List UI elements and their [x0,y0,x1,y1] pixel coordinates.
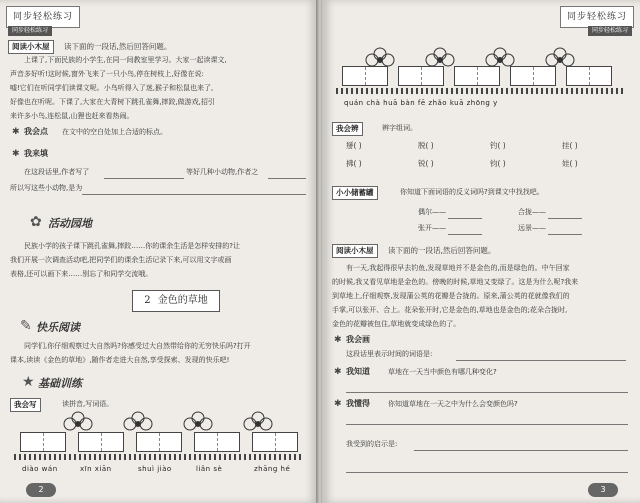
lesson-title: 金色的草地 [157,295,208,306]
happy-line: 课本,读读《金色的草地》,随作者走进大自然,享受探索、发现的快乐吧! [10,356,230,364]
pinyin-label: diào wán [22,465,58,473]
passage-line: 的时候,我又看见草地是金色的。傍晚的时候,草地又变绿了。这是为什么呢?我来 [332,278,579,286]
writing-grid[interactable] [136,432,182,452]
answer-blank[interactable] [346,392,628,393]
grass-decoration [14,454,304,460]
question-label: 我会画 [346,335,370,344]
antonym-label: 小小储蓄罐 [332,186,378,200]
page-number: 3 [588,483,618,497]
section-title: 快乐阅读 [36,321,80,334]
right-page [322,0,640,503]
lightbulb-icon: ✿ [30,214,42,230]
write-instruction: 读拼音,写词语。 [62,400,114,408]
page-header: 同步轻松练习 [6,6,80,28]
writing-grid[interactable] [252,432,298,452]
answer-blank[interactable] [548,234,582,235]
reading-instruction: 读下面的一段话,然后回答问题。 [64,42,172,51]
word-pair[interactable]: 拂( ) [346,159,362,168]
pinyin-label: xīn xiān [80,465,112,473]
page-header-tab: 同步轻松练习 [8,26,52,36]
page-header-tab: 同步轻松练习 [588,26,632,36]
star-icon: ✱ [334,399,342,409]
answer-blank[interactable] [346,472,628,473]
passage-line: 来许多小鸟,连松鼠,山狸也赶来看热闹。 [10,112,134,120]
lesson-title-box [132,290,220,312]
pinyin-label: shuì jiào [138,465,172,473]
star-icon: ✱ [12,127,20,137]
answer-blank[interactable] [448,218,482,219]
passage-line: 好像也在听呢。下课了,大家在大青树下跳孔雀舞,摔跤,做游戏,招引 [10,98,215,106]
reading-icon: ✎ [20,318,32,334]
passage-line: 金色的花瓣被包住,草地就变成绿色的了。 [332,320,461,328]
question-text: 等好几种小动物,作者之 [186,168,259,176]
answer-blank[interactable] [268,178,306,179]
star-icon: ✱ [334,367,342,377]
word-pair[interactable]: 娃( ) [562,159,578,168]
question-label: 我懂得 [346,399,370,408]
writing-grid[interactable] [398,66,444,86]
activity-line: 民族小学的孩子课下跳孔雀舞,摔跤……你的课余生活是怎样安排的?让 [24,242,240,250]
writing-grid[interactable] [20,432,66,452]
page-header: 同步轻松练习 [560,6,634,28]
writing-grid[interactable] [78,432,124,452]
question-text: 在这段话里,作者写了 [24,168,90,176]
pinyin-label: zhāng hé [254,465,291,473]
reading-box-label: 阅读小木屋 [332,244,378,258]
word-pair[interactable]: 钧( ) [490,159,506,168]
writing-grid[interactable] [342,66,388,86]
answer-blank[interactable] [448,234,482,235]
answer-blank[interactable] [414,450,628,451]
answer-blank[interactable] [456,360,626,361]
question-text: 你知道草地在一天之中为什么会变颜色吗? [388,400,518,408]
writing-grid[interactable] [566,66,612,86]
question-label: 我会点 [24,127,48,136]
answer-blank[interactable] [104,178,184,179]
question-text: 我受到的启示是: [346,440,398,448]
word-pair[interactable]: 脱( ) [418,141,434,150]
section-title: 基础训练 [38,377,82,390]
question-text: 所以写这些小动物,是为 [10,184,83,192]
lesson-number: 2 [144,295,151,306]
passage-line: 手掌,可以张开、合上。花朵张开时,它是金色的,草地也是金色的;花朵合拢时, [332,306,568,314]
antonym-instruction: 你知道下面词语的反义词吗?到课文中找找吧。 [400,188,544,196]
question-text: 这段话里表示时间的词语是: [346,350,433,358]
word-pair[interactable]: 钓( ) [490,141,506,150]
answer-blank[interactable] [346,424,628,425]
passage-line: 声音多好听!这时候,窗外飞来了一只小鸟,停在树枝上,好像在说: [10,70,204,78]
star-icon: ✱ [334,335,342,345]
reading-box-label: 阅读小木屋 [8,40,54,54]
passage-line: 嘘!它们在听同学们读课文呢。小鸟听得入了迷,猴子和松鼠也来了, [10,84,214,92]
antonym-item: 偶尔—— [418,208,446,216]
answer-blank[interactable] [548,218,582,219]
answer-blank[interactable] [82,194,306,195]
passage-line: 有一天,我起得很早去钓鱼,发现草地并不是金色的,而是绿色的。中午回家 [346,264,570,272]
pinyin-label: liǎn sè [196,465,223,473]
writing-grid[interactable] [194,432,240,452]
word-pair[interactable]: 挂( ) [562,141,578,150]
reading-instruction: 读下面的一段话,然后回答问题。 [388,246,496,255]
question-label: 我来填 [24,149,48,158]
pinyin-row: quán chà huā bàn fē zhǎo kuā zhōng y [344,99,498,107]
antonym-item: 远景—— [518,224,546,232]
happy-line: 同学们,你仔细观察过大自然吗?你感受过大自然带给你的无穷快乐吗?打开 [24,342,251,350]
question-text: 草地在一天当中颜色有哪几种变化? [388,368,497,376]
star-icon: ✱ [12,149,20,159]
distinguish-instruction: 辨字组词。 [382,124,417,132]
writing-grid[interactable] [454,66,500,86]
word-pair[interactable]: 锐( ) [418,159,434,168]
runner-icon: ★ [22,374,35,390]
question-label: 我知道 [346,367,370,376]
activity-line: 表格,还可以画下来……别忘了和同学交流哦。 [10,270,153,278]
passage-line: 上课了,下面民族的小学生,在同一间教室里学习。大家一起读课文, [24,56,227,64]
antonym-item: 合拢—— [518,208,546,216]
left-page [0,0,318,503]
word-pair[interactable]: 掰( ) [346,141,362,150]
question-text: 在文中的空白处加上合适的标点。 [62,128,167,136]
write-label: 我会写 [10,398,41,412]
antonym-item: 张开—— [418,224,446,232]
page-number: 2 [26,483,56,497]
distinguish-label: 我会辨 [332,122,363,136]
passage-line: 到草地上,仔细观察,发现蒲公英的花瓣是合拢的。原来,蒲公英的花就像我们的 [332,292,570,300]
activity-line: 我们开展一次调查活动吧,把同学们的课余生活记录下来,可以用文字或画 [10,256,232,264]
writing-grid[interactable] [510,66,556,86]
section-title: 活动园地 [48,217,92,230]
grass-decoration [336,88,626,94]
